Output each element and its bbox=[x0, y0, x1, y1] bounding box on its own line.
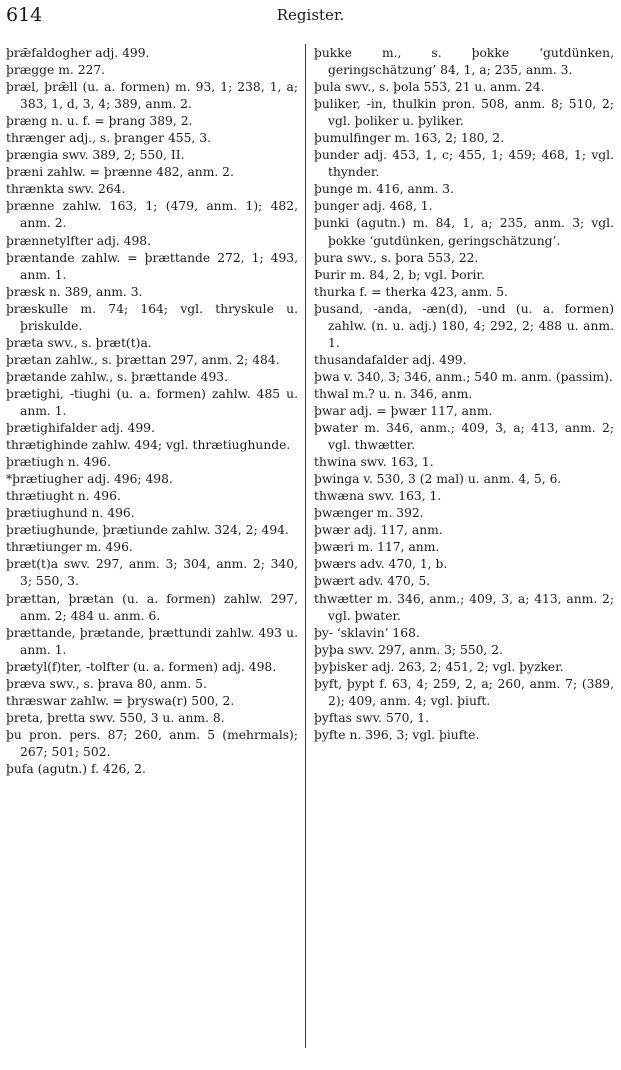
register-entry: þwær adj. 117, anm. bbox=[314, 523, 443, 538]
register-entry: thwal m.? u. n. 346, anm. bbox=[314, 386, 473, 401]
register-entry: þræva swv., s. þrava 80, anm. 5. bbox=[6, 676, 207, 691]
register-entry: þwa v. 340, 3; 346, anm.; 540 m. anm. (passim). bbox=[314, 369, 613, 384]
register-entry: þræntande zahlw. = þrættande 272, 1; 493, anm. 1. bbox=[6, 250, 298, 282]
register-entry: þy- ‘sklavin’ 168. bbox=[314, 625, 420, 640]
register-entry: þrætighifalder adj. 499. bbox=[6, 421, 155, 436]
register-entry: þrætiughund n. 496. bbox=[6, 506, 135, 521]
register-entry: thwætter m. 346, anm.; 409, 3, a; 413, anm. 2; vgl. þwater. bbox=[314, 591, 614, 623]
register-entry: þræng n. u. f. = þrang 389, 2. bbox=[6, 114, 193, 129]
register-entry: þrætiughunde, þrætiunde zahlw. 324, 2; 494. bbox=[6, 523, 289, 538]
register-entry: þrænnetylfter adj. 498. bbox=[6, 233, 152, 248]
register-entry: þwar adj. = þwær 117, anm. bbox=[314, 403, 493, 418]
register-entry: þwæri m. 117, anm. bbox=[314, 540, 440, 555]
right-column bbox=[314, 45, 614, 744]
register-entry: þwænger m. 392. bbox=[314, 506, 424, 521]
left-column bbox=[6, 45, 298, 778]
register-entry: þrætiugh n. 496. bbox=[6, 455, 111, 470]
register-entry: thwæna swv. 163, 1. bbox=[314, 489, 442, 504]
register-entry: þunger adj. 468, 1. bbox=[314, 199, 433, 214]
register-entry: thrænkta swv. 264. bbox=[6, 182, 126, 197]
register-entry: thrænger adj., s. þranger 455, 3. bbox=[6, 131, 211, 146]
register-entry: þrættan, þrætan (u. a. formen) zahlw. 297, anm. 2; 484 u. anm. 6. bbox=[6, 591, 298, 623]
register-entry: þræt(t)a swv. 297, anm. 3; 304, anm. 2; 340, 3; 550, 3. bbox=[6, 557, 298, 589]
register-entry: þunge m. 416, anm. 3. bbox=[314, 182, 454, 197]
register-entry: þwinga v. 530, 3 (2 mal) u. anm. 4, 5, 6. bbox=[314, 472, 562, 487]
register-entry: *þrætiugher adj. 496; 498. bbox=[6, 472, 173, 487]
register-entry: þumulfinger m. 163, 2; 180, 2. bbox=[314, 131, 505, 146]
register-entry: þrægge m. 227. bbox=[6, 63, 106, 78]
register-entry: þræsk n. 389, anm. 3. bbox=[6, 284, 143, 299]
register-entry: þu pron. pers. 87; 260, anm. 5 (mehrmals); 267; 501; 502. bbox=[6, 727, 298, 759]
register-entry: þræni zahlw. = þrænne 482, anm. 2. bbox=[6, 165, 234, 180]
register-entry: þyþisker adj. 263, 2; 451, 2; vgl. þyzker. bbox=[314, 659, 564, 674]
register-entry: þrætighi, -tiughi (u. a. formen) zahlw. 485 u. anm. 1. bbox=[6, 386, 298, 418]
register-entry: þukke m., s. þokke ‘gutdünken, geringschätzung’ 84, 1, a; 235, anm. 3. bbox=[314, 46, 614, 78]
register-entry: þræskulle m. 74; 164; vgl. thryskule u. þriskulde. bbox=[6, 301, 298, 333]
register-entry: þyþa swv. 297, anm. 3; 550, 2. bbox=[314, 642, 503, 657]
register-entry: þrætande zahlw., s. þrættande 493. bbox=[6, 369, 229, 384]
register-entry: þyfte n. 396, 3; vgl. þiufte. bbox=[314, 727, 480, 742]
column-divider bbox=[305, 44, 306, 1048]
register-entry: þrætan zahlw., s. þrættan 297, anm. 2; 484. bbox=[6, 352, 280, 367]
register-entry: Þurir m. 84, 2, b; vgl. Þorir. bbox=[314, 267, 485, 282]
register-entry: thwina swv. 163, 1. bbox=[314, 455, 434, 470]
register-entry: þrænne zahlw. 163, 1; (479, anm. 1); 482, anm. 2. bbox=[6, 199, 298, 231]
register-entry: þræta swv., s. þræt(t)a. bbox=[6, 335, 152, 350]
register-entry: þreta, þretta swv. 550, 3 u. anm. 8. bbox=[6, 710, 225, 725]
register-entry: thusandafalder adj. 499. bbox=[314, 352, 467, 367]
page-number: 614 bbox=[6, 4, 43, 26]
register-entry: þrængia swv. 389, 2; 550, II. bbox=[6, 148, 185, 163]
register-entry: thrætiunger m. 496. bbox=[6, 540, 133, 555]
register-entry: thrætiught n. 496. bbox=[6, 489, 121, 504]
register-entry: þura swv., s. þora 553, 22. bbox=[314, 250, 479, 265]
register-entry: þrættande, þrætande, þrættundi zahlw. 493 u. anm. 1. bbox=[6, 625, 298, 657]
register-entry: þyftas swv. 570, 1. bbox=[314, 710, 430, 725]
register-entry: þusand, -anda, -æn(d), -und (u. a. formen) zahlw. (n. u. adj.) 180, 4; 292, 2; 488 u. anm. 1. bbox=[314, 301, 614, 350]
register-entry: thræswar zahlw. = þryswa(r) 500, 2. bbox=[6, 693, 235, 708]
register-entry: þrǣfaldogher adj. 499. bbox=[6, 46, 150, 60]
register-entry: þræl, þrǣll (u. a. formen) m. 93, 1; 238, 1, a; 383, 1, d, 3, 4; 389, anm. 2. bbox=[6, 80, 298, 112]
running-title: Register. bbox=[276, 6, 345, 24]
register-entry: þufa (agutn.) f. 426, 2. bbox=[6, 761, 146, 776]
register-entry: þuliker, -in, thulkin pron. 508, anm. 8; 510, 2; vgl. þoliker u. þyliker. bbox=[314, 97, 614, 129]
register-entry: þula swv., s. þola 553, 21 u. anm. 24. bbox=[314, 80, 545, 95]
register-entry: þrætyl(f)ter, -tolfter (u. a. formen) adj. 498. bbox=[6, 659, 277, 674]
register-entry: thurka f. = therka 423, anm. 5. bbox=[314, 284, 508, 299]
register-entry: thrætighinde zahlw. 494; vgl. thrætiughunde. bbox=[6, 438, 291, 453]
register-entry: þunki (agutn.) m. 84, 1, a; 235, anm. 3; vgl. þokke ‘gutdünken, geringschätzung’. bbox=[314, 216, 614, 248]
register-entry: þwater m. 346, anm.; 409, 3, a; 413, anm. 2; vgl. thwætter. bbox=[314, 421, 614, 453]
register-entry: þyft, þypt f. 63, 4; 259, 2, a; 260, anm. 7; (389, 2); 409, anm. 4; vgl. þiuft. bbox=[314, 676, 614, 708]
register-entry: þunder adj. 453, 1, c; 455, 1; 459; 468, 1; vgl. thynder. bbox=[314, 148, 614, 180]
register-entry: þwærs adv. 470, 1, b. bbox=[314, 557, 448, 572]
register-entry: þwært adv. 470, 5. bbox=[314, 574, 431, 589]
